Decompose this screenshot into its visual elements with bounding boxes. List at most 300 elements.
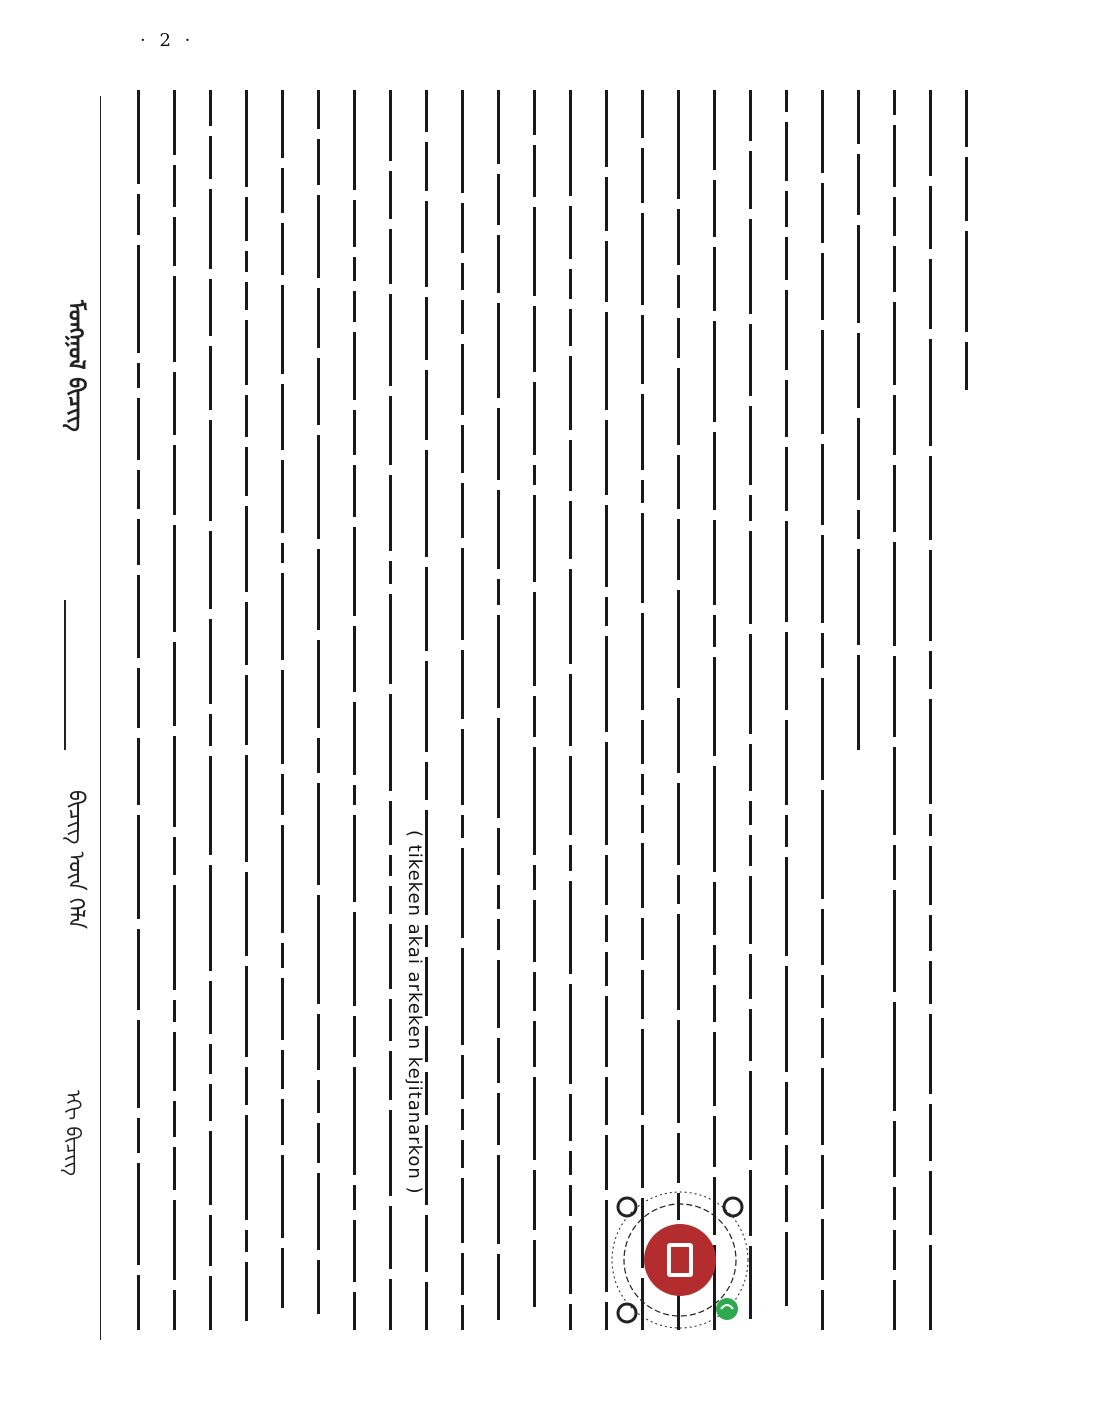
script-word [173, 525, 176, 632]
script-word [281, 90, 284, 158]
script-word [209, 531, 212, 609]
script-word [281, 1248, 284, 1308]
script-word [713, 766, 716, 872]
script-word [713, 520, 716, 605]
script-word [281, 978, 284, 1040]
script-word [317, 435, 320, 539]
script-word [893, 1002, 896, 1111]
script-word [785, 380, 788, 437]
text-column [629, 90, 657, 1340]
script-word [605, 241, 608, 302]
script-word [353, 465, 356, 517]
text-column [305, 90, 333, 1340]
script-word [569, 1185, 572, 1216]
script-word [605, 952, 608, 986]
script-word [965, 231, 968, 332]
script-word [353, 702, 356, 775]
text-column [701, 90, 729, 1340]
script-word [209, 756, 212, 855]
qr-code-icon[interactable] [605, 1185, 755, 1335]
script-word [641, 480, 644, 503]
script-word [821, 535, 824, 623]
script-word [245, 1230, 248, 1252]
script-word [425, 1215, 428, 1272]
script-word [749, 1009, 752, 1061]
script-word [677, 209, 680, 265]
script-word [929, 961, 932, 1004]
script-word [497, 828, 500, 875]
script-word [821, 330, 824, 434]
script-word [317, 549, 320, 630]
script-word [893, 246, 896, 292]
script-word [353, 1220, 356, 1282]
script-word [677, 90, 680, 199]
script-word [713, 945, 716, 975]
script-word [317, 90, 320, 129]
script-word [209, 90, 212, 126]
script-word [245, 447, 248, 496]
script-word [713, 985, 716, 1022]
script-word [713, 1116, 716, 1167]
script-word [173, 217, 176, 266]
script-word [641, 1125, 644, 1188]
script-word [785, 1145, 788, 1175]
text-column [233, 90, 261, 1340]
script-word [245, 197, 248, 241]
text-column [737, 90, 765, 1340]
script-word [461, 263, 464, 290]
script-word [209, 981, 212, 1034]
script-word [569, 269, 572, 299]
script-word [569, 1094, 572, 1141]
script-word [605, 420, 608, 495]
script-word [317, 1260, 320, 1314]
script-word [173, 1290, 176, 1330]
script-word [245, 320, 248, 385]
script-word [245, 675, 248, 745]
script-word [353, 1067, 356, 1175]
script-word [209, 1044, 212, 1074]
script-word [749, 744, 752, 791]
script-word [317, 783, 320, 885]
script-word [569, 1226, 572, 1294]
script-word [137, 363, 140, 388]
script-word [641, 513, 644, 603]
script-word [461, 729, 464, 805]
script-word [677, 318, 680, 358]
script-word [641, 394, 644, 470]
script-word [605, 177, 608, 231]
script-word [605, 915, 608, 942]
script-word [533, 1170, 536, 1230]
script-word [389, 171, 392, 219]
script-word [821, 1018, 824, 1058]
script-word [209, 714, 212, 746]
script-word [677, 783, 680, 865]
script-word [353, 291, 356, 322]
script-word [317, 1123, 320, 1163]
script-word [857, 510, 860, 539]
page-number: · 2 · [140, 30, 195, 51]
script-word [389, 801, 392, 845]
script-word [245, 602, 248, 665]
script-word [821, 1068, 824, 1145]
script-word [389, 396, 392, 465]
script-word [749, 1071, 752, 1160]
script-word [821, 1219, 824, 1280]
text-column [449, 90, 477, 1340]
script-word [605, 855, 608, 905]
script-word [173, 276, 176, 362]
script-word [821, 790, 824, 899]
script-word [425, 297, 428, 360]
script-word [317, 195, 320, 278]
script-word [929, 699, 932, 804]
script-word [749, 219, 752, 314]
script-word [353, 626, 356, 692]
script-word [821, 444, 824, 525]
script-word [785, 815, 788, 847]
script-word [677, 590, 680, 688]
script-word [137, 90, 140, 184]
script-word [137, 194, 140, 235]
script-word [893, 1121, 896, 1177]
text-column [269, 90, 297, 1340]
script-word [929, 456, 932, 540]
script-word [461, 300, 464, 334]
script-word [209, 136, 212, 179]
script-word [641, 1029, 644, 1115]
script-word [461, 650, 464, 719]
script-word [461, 948, 464, 1045]
text-column [161, 90, 189, 1340]
script-word [389, 1110, 392, 1196]
script-word [389, 694, 392, 791]
script-word [713, 90, 716, 170]
script-word [245, 395, 248, 437]
script-word [641, 613, 644, 710]
script-word [893, 747, 896, 835]
script-word [821, 253, 824, 320]
script-word [785, 447, 788, 511]
script-word [461, 1055, 464, 1099]
text-column [809, 90, 837, 1340]
text-column [593, 90, 621, 1340]
script-word [425, 567, 428, 651]
script-word [929, 651, 932, 689]
text-column [125, 90, 153, 1340]
script-word [749, 531, 752, 624]
script-word [389, 594, 392, 684]
script-word [425, 810, 428, 915]
script-word [569, 845, 572, 871]
script-word [497, 1038, 500, 1083]
script-word [497, 303, 500, 398]
script-word [209, 1215, 212, 1266]
script-word [929, 1104, 932, 1161]
script-word [281, 573, 284, 660]
script-word [533, 382, 536, 455]
script-word [173, 837, 176, 875]
script-word [281, 1050, 284, 1089]
script-word [821, 909, 824, 965]
script-word [425, 370, 428, 440]
script-word [749, 151, 752, 209]
script-word [245, 872, 248, 956]
script-word [533, 747, 536, 855]
script-word [281, 670, 284, 764]
script-word [857, 333, 860, 408]
script-word [749, 90, 752, 141]
script-word [713, 657, 716, 756]
script-word [461, 1140, 464, 1168]
text-column [557, 90, 585, 1340]
script-word [353, 527, 356, 616]
script-word [497, 960, 500, 1028]
script-word [893, 890, 896, 992]
script-word [209, 619, 212, 704]
script-word [317, 358, 320, 425]
script-word [245, 251, 248, 272]
script-word [965, 157, 968, 221]
script-word [713, 615, 716, 647]
script-word [821, 678, 824, 780]
script-word [533, 1077, 536, 1160]
script-word [605, 1077, 608, 1125]
script-word [353, 912, 356, 1006]
script-word [461, 483, 464, 538]
script-word [497, 490, 500, 569]
script-word [137, 815, 140, 919]
text-column [845, 90, 873, 1340]
script-word [317, 288, 320, 348]
script-word [821, 975, 824, 1008]
script-word [965, 90, 968, 147]
text-column [917, 90, 945, 1340]
script-word [857, 225, 860, 323]
script-word [461, 425, 464, 473]
script-word [893, 845, 896, 880]
script-word [137, 575, 140, 658]
script-word [389, 855, 392, 876]
script-word [425, 1282, 428, 1330]
running-header-section: ᠪᠢᠴᠢᠭ᠌ ᠦᠨ ᠬᠡᠯᠡ [63, 790, 88, 930]
script-word [137, 1163, 140, 1265]
script-word [389, 924, 392, 989]
script-word [929, 1171, 932, 1235]
script-word [137, 1020, 140, 1108]
script-word [389, 1206, 392, 1269]
script-word [389, 229, 392, 284]
script-word [857, 655, 860, 750]
script-word [533, 592, 536, 686]
script-word [857, 154, 860, 215]
script-word [569, 1304, 572, 1330]
script-word [137, 929, 140, 1010]
script-word [317, 139, 320, 185]
script-word [605, 505, 608, 587]
script-word [497, 718, 500, 818]
script-word [533, 1240, 536, 1307]
script-word [929, 1245, 932, 1330]
script-word [893, 1280, 896, 1330]
script-word [713, 321, 716, 422]
script-word [641, 805, 644, 833]
text-column [341, 90, 369, 1340]
script-word [317, 640, 320, 728]
script-word [821, 1155, 824, 1209]
script-word [461, 815, 464, 838]
script-word [857, 90, 860, 144]
script-word [569, 756, 572, 835]
script-word [569, 440, 572, 491]
script-word [569, 206, 572, 259]
script-word [497, 885, 500, 909]
script-word [929, 846, 932, 905]
script-word [209, 346, 212, 410]
script-word [353, 815, 356, 902]
script-word [353, 332, 356, 400]
script-word [533, 465, 536, 485]
script-word [569, 881, 572, 974]
script-word [497, 174, 500, 225]
script-word [677, 368, 680, 445]
script-word [785, 720, 788, 805]
script-word [245, 755, 248, 862]
script-word [893, 197, 896, 236]
script-word [929, 339, 932, 446]
script-word [893, 395, 896, 455]
script-word [749, 495, 752, 521]
script-word [317, 1173, 320, 1250]
script-word [461, 548, 464, 640]
script-word [353, 1016, 356, 1057]
script-word [929, 915, 932, 951]
script-word [389, 886, 392, 914]
text-column [197, 90, 225, 1340]
text-column [773, 90, 801, 1340]
script-word [281, 825, 284, 933]
script-word [893, 1230, 896, 1270]
script-word [497, 919, 500, 950]
script-word [461, 1253, 464, 1295]
script-word [173, 885, 176, 990]
script-word [893, 656, 896, 737]
script-word [281, 460, 284, 533]
script-word [893, 302, 896, 385]
body-text [125, 90, 995, 1340]
script-word [605, 597, 608, 626]
script-word [245, 966, 248, 1057]
script-word [389, 561, 392, 584]
script-word [749, 876, 752, 944]
script-word [677, 275, 680, 308]
script-word [569, 1151, 572, 1175]
script-word [281, 1155, 284, 1238]
script-word [425, 925, 428, 947]
script-word [497, 1093, 500, 1145]
script-word [713, 247, 716, 311]
script-word [389, 999, 392, 1041]
script-word [209, 1084, 212, 1121]
script-word [677, 455, 680, 509]
script-word [965, 342, 968, 390]
script-word [173, 1000, 176, 1022]
script-word [821, 633, 824, 668]
script-word [569, 309, 572, 346]
script-word [425, 1072, 428, 1115]
script-word [785, 191, 788, 227]
script-word [641, 970, 644, 1019]
script-word [749, 324, 752, 396]
script-word [929, 186, 932, 249]
script-word [713, 432, 716, 510]
script-word [173, 445, 176, 515]
script-word [533, 207, 536, 296]
running-header-title: ᠮᠣᠩᠭᠣᠯ ᠪᠢᠴᠢᠭ [63, 300, 88, 432]
script-word [137, 519, 140, 565]
script-word [605, 742, 608, 845]
script-word [497, 579, 500, 605]
script-word [209, 189, 212, 269]
script-word [245, 282, 248, 310]
script-word [533, 1021, 536, 1067]
text-column [521, 90, 549, 1340]
script-word [173, 1101, 176, 1137]
script-word [425, 1125, 428, 1205]
script-word [281, 168, 284, 213]
script-word [425, 90, 428, 132]
script-word [641, 148, 644, 203]
script-word [857, 549, 860, 645]
script-word [749, 835, 752, 866]
script-word [461, 1178, 464, 1243]
script-word [749, 801, 752, 825]
script-word [425, 1026, 428, 1062]
script-word [893, 125, 896, 187]
script-word [677, 519, 680, 580]
script-word [533, 865, 536, 890]
script-word [785, 1232, 788, 1306]
script-word [857, 418, 860, 500]
script-word [785, 237, 788, 280]
script-word [389, 1051, 392, 1100]
script-word [317, 738, 320, 773]
latin-transliteration: ( tikeken akai arkeken kejitanarkon ) [404, 830, 425, 1195]
script-word [497, 1254, 500, 1320]
script-word [785, 632, 788, 710]
script-word [245, 506, 248, 592]
header-rule [100, 96, 101, 1340]
script-word [929, 1014, 932, 1094]
script-word [353, 257, 356, 281]
script-word [893, 542, 896, 646]
script-word [137, 668, 140, 728]
script-word [317, 895, 320, 1004]
script-word [497, 235, 500, 293]
script-word [641, 720, 644, 764]
script-word [173, 165, 176, 207]
script-word [389, 1279, 392, 1330]
script-word [353, 90, 356, 190]
script-word [461, 344, 464, 415]
script-word [353, 1185, 356, 1210]
script-word [641, 213, 644, 305]
script-word [785, 857, 788, 956]
script-word [281, 1099, 284, 1145]
text-column [881, 90, 909, 1340]
script-word [821, 183, 824, 243]
